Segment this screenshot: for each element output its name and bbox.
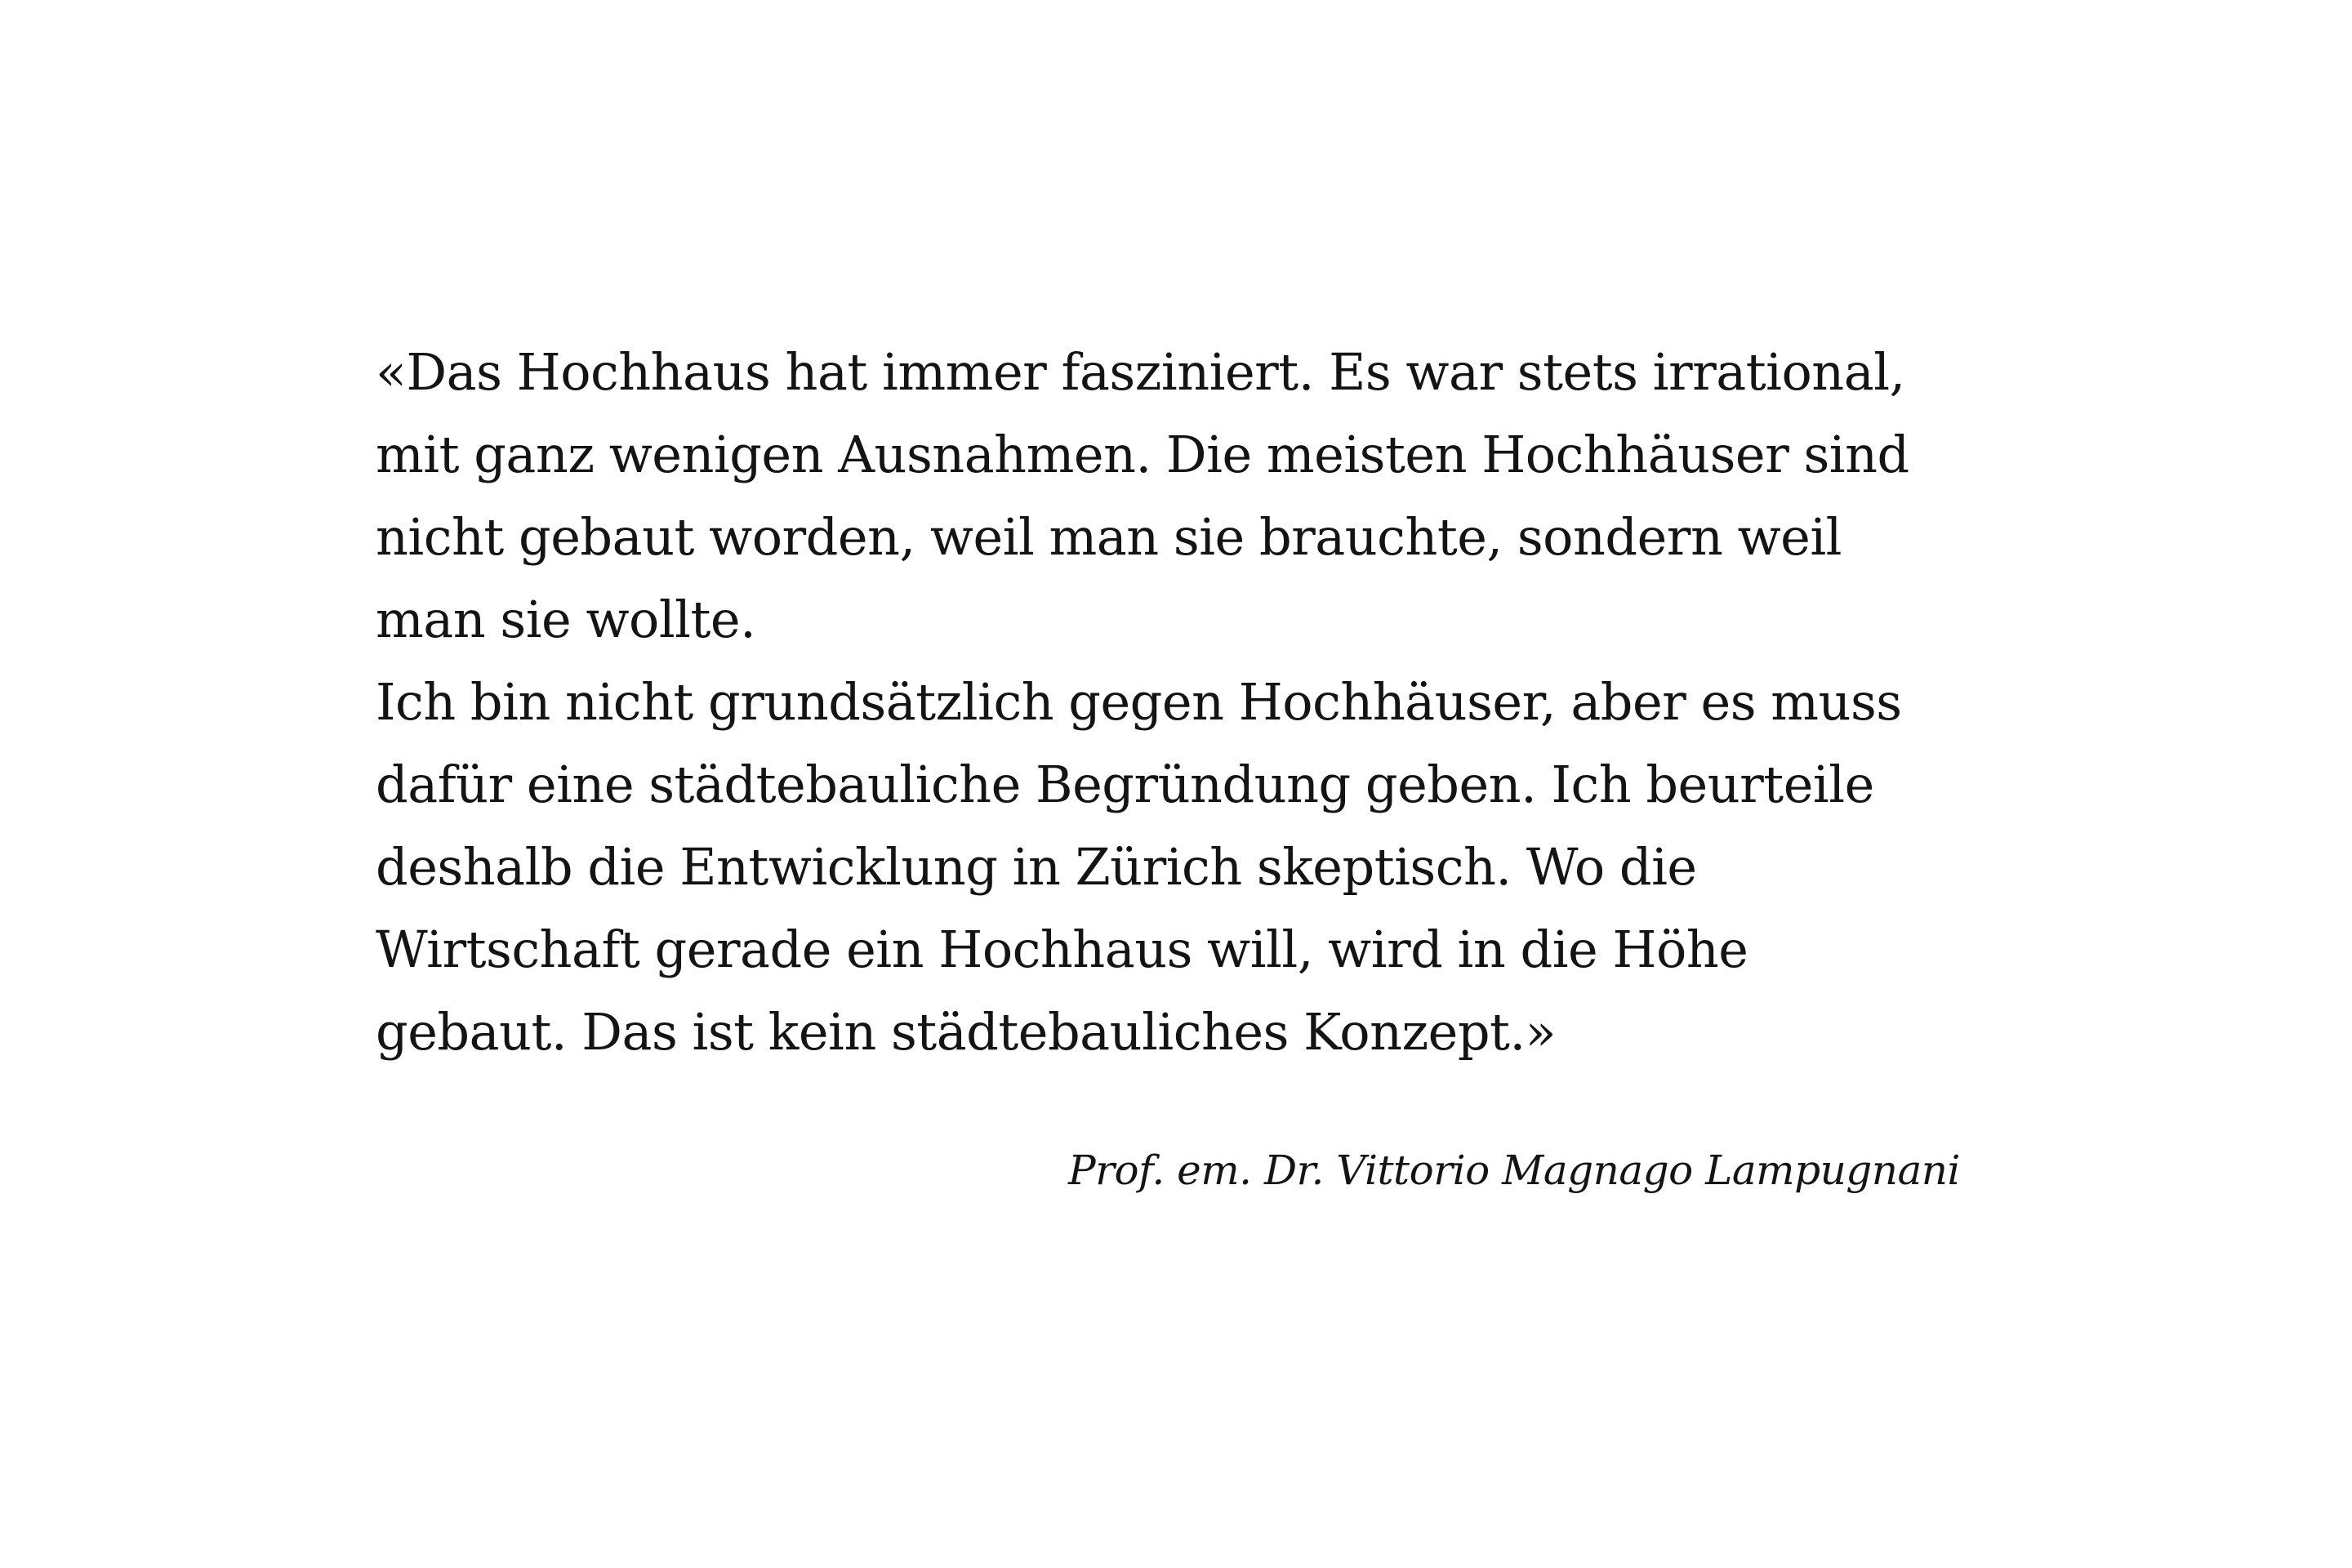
- quote-line: man sie wollte.: [376, 590, 756, 649]
- quote-line: mit ganz wenigen Ausnahmen. Die meisten Hochhäuser sind: [376, 425, 1909, 484]
- quote-line: nicht gebaut worden, weil man sie brauchte, sondern weil: [376, 507, 1842, 567]
- quote-text: [376, 331, 1993, 1073]
- quote-line: deshalb die Entwicklung in Zürich skeptisch. Wo die: [376, 837, 1697, 897]
- quote-line: «Das Hochhaus hat immer fasziniert. Es war stets irrational,: [376, 342, 1905, 402]
- quote-line: Wirtschaft gerade ein Hochhaus will, wird in die Höhe: [376, 920, 1748, 979]
- quote-line: Ich bin nicht grundsätzlich gegen Hochhäuser, aber es muss: [376, 672, 1902, 732]
- quote-line: dafür eine städtebauliche Begründung geben. Ich beurteile: [376, 755, 1874, 814]
- quote-attribution: Prof. em. Dr. Vittorio Magnago Lampugnani: [1068, 1147, 1960, 1194]
- quote-line: gebaut. Das ist kein städtebauliches Konzept.»: [376, 1002, 1557, 1062]
